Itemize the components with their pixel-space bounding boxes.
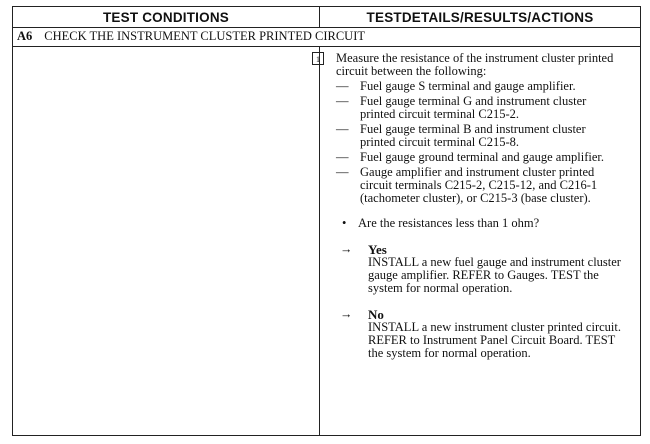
header-test-details: TESTDETAILS/RESULTS/ACTIONS <box>366 9 594 25</box>
list-item <box>336 151 624 164</box>
list-item <box>336 123 624 149</box>
outcome-no-title: No <box>368 307 384 322</box>
outcome-no-text: INSTALL a new instrument cluster printed circuit. REFER to Instrument Panel Circuit Board. TEST the system for normal operation. <box>368 320 621 360</box>
step-id: A6 <box>17 29 33 43</box>
outcome-yes <box>340 243 624 295</box>
list-item <box>336 95 624 121</box>
list-item-text: Gauge amplifier and instrument cluster printed circuit terminals C215-2, C215-12, and C216-1 (tachometer cluster), or C215-3 (base cluster). <box>360 165 598 205</box>
list-item <box>336 80 624 93</box>
list-item-text: Fuel gauge terminal B and instrument cluster printed circuit terminal C215-8. <box>360 122 586 149</box>
outcome-yes-text: INSTALL a new fuel gauge and instrument cluster gauge amplifier. REFER to Gauges. TEST the system for normal operation. <box>368 255 621 295</box>
question-text: Are the resistances less than 1 ohm? <box>358 216 540 230</box>
measure-instruction: Measure the resistance of the instrument cluster printed circuit between the following: <box>336 51 614 78</box>
bullet-marker: • <box>342 216 347 230</box>
measurement-list <box>336 80 624 205</box>
outcome-no <box>340 308 624 360</box>
list-item-text: Fuel gauge S terminal and gauge amplifier. <box>360 79 576 93</box>
list-item-text: Fuel gauge ground terminal and gauge amplifier. <box>360 150 605 164</box>
dash-marker: — <box>336 94 349 108</box>
dash-marker: — <box>336 150 349 164</box>
outcome-yes-title: Yes <box>368 242 387 257</box>
arrow-icon: → <box>340 307 353 321</box>
step-title-row <box>13 27 640 47</box>
table-header <box>13 7 640 28</box>
arrow-icon: → <box>340 242 353 256</box>
dash-marker: — <box>336 122 349 136</box>
step-number-box: 1 <box>312 52 324 65</box>
list-item <box>336 166 624 205</box>
step-title: CHECK THE INSTRUMENT CLUSTER PRINTED CIRCUIT <box>44 29 366 43</box>
test-details-cell <box>312 52 624 360</box>
header-test-conditions: TEST CONDITIONS <box>13 7 320 27</box>
resistance-question <box>342 217 624 230</box>
dash-marker: — <box>336 165 349 179</box>
dash-marker: — <box>336 79 349 93</box>
list-item-text: Fuel gauge terminal G and instrument cluster printed circuit terminal C215-2. <box>360 94 587 121</box>
